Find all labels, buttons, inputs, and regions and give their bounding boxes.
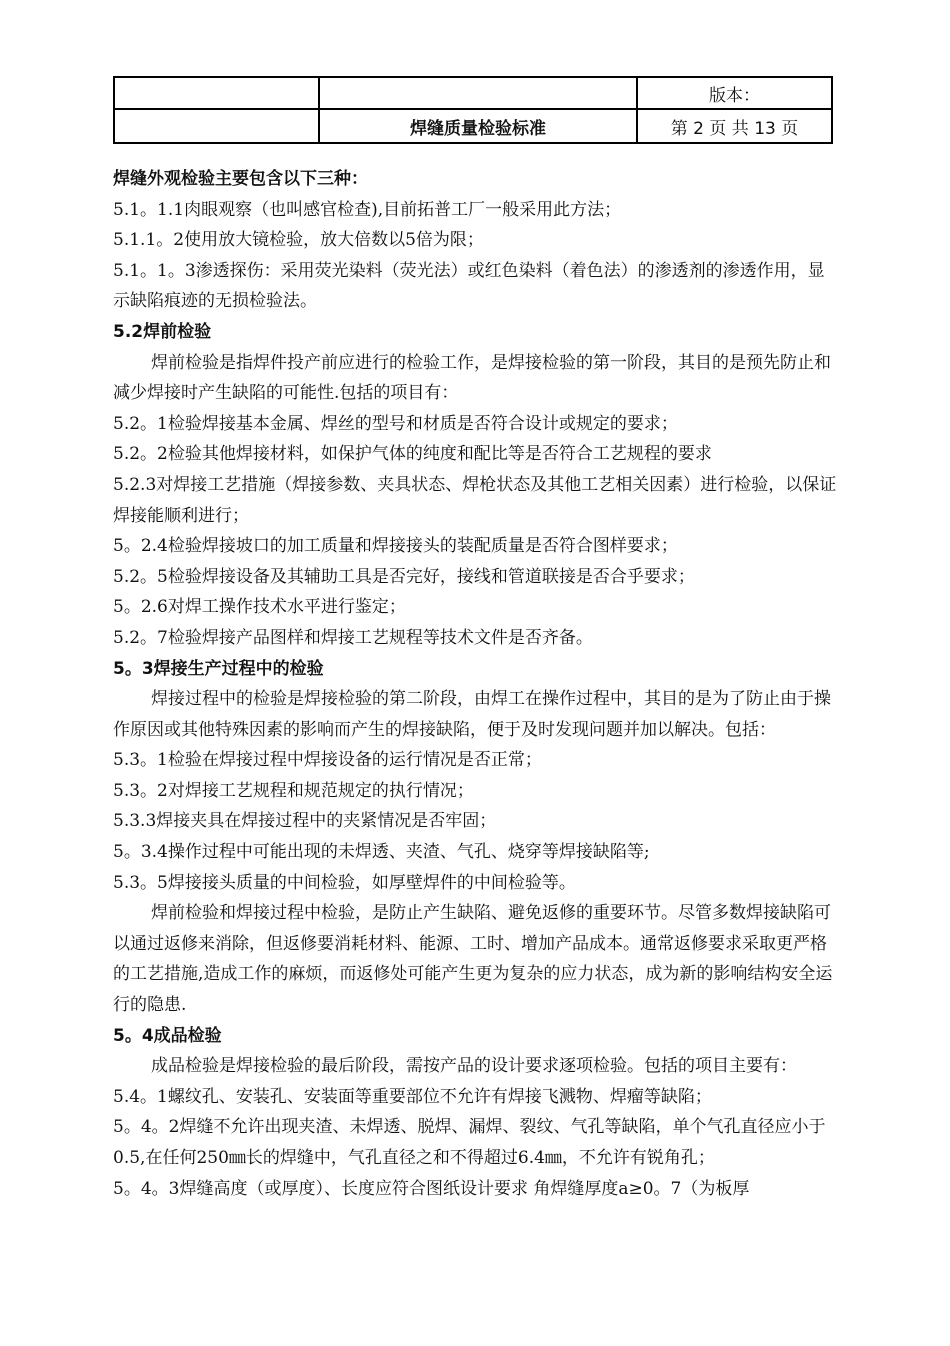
list-item: 5.3.3焊接夹具在焊接过程中的夹紧情况是否牢固； (113, 811, 497, 832)
section-heading: 5。3焊接生产过程中的检验 (113, 658, 324, 679)
section-heading: 5。4成品检验 (113, 1025, 222, 1046)
header-blank-cell (114, 109, 319, 143)
document-title: 焊缝质量检验标准 (319, 109, 637, 143)
paragraph: 成品检验是焊接检验的最后阶段，需按产品的设计要求逐项检验。包括的项目主要有： (151, 1056, 797, 1077)
section-heading: 5.2焊前检验 (113, 321, 212, 342)
header-blank-cell (114, 77, 319, 109)
list-item: 5.1。1.1肉眼观察（也叫感官检查),目前拓普工厂一般采用此方法； (113, 199, 622, 220)
list-item: 5.2。2检验其他焊接材料，如保护气体的纯度和配比等是否符合工艺规程的要求 (113, 444, 712, 465)
page-info: 第 2 页 共 13 页 (637, 109, 832, 143)
list-item: 5.2.3对焊接工艺措施（焊接参数、夹具状态、焊枪状态及其他工艺相关因素）进行检验，以保证焊接能顺利进行； (113, 474, 837, 526)
document-body (113, 164, 841, 1204)
paragraph: 焊接过程中的检验是焊接检验的第二阶段，由焊工在操作过程中，其目的是为了防止由于操作原因或其他特殊因素的影响而产生的焊接缺陷，便于及时发现问题并加以解决。包括： (113, 689, 831, 740)
list-item: 5。2.4检验焊接坡口的加工质量和焊接接头的装配质量是否符合图样要求； (113, 536, 678, 557)
paragraph: 焊前检验和焊接过程中检验，是防止产生缺陷、避免返修的重要环节。尽管多数焊接缺陷可以通过返修来消除，但返修要消耗材料、能源、工时、增加产品成本。通常返修要求采取更严格的工艺措施,造成工作的麻烦，而返修处可能产生更为复杂的应力状态，成为新的影响结构安全运行的隐患. (113, 903, 833, 1016)
list-item: 5。3.4操作过程中可能出现的未焊透、夹渣、气孔、烧穿等焊接缺陷等; (113, 842, 650, 863)
list-item: 5.3。1检验在焊接过程中焊接设备的运行情况是否正常； (113, 750, 542, 771)
list-item: 5。4。3焊缝高度（或厚度）、长度应符合图纸设计要求 角焊缝厚度a≥0。7（为板厚 (113, 1178, 750, 1199)
header-blank-cell (319, 77, 637, 109)
list-item: 5.2。1检验焊接基本金属、焊丝的型号和材质是否符合设计或规定的要求； (113, 413, 678, 434)
paragraph: 焊前检验是指焊件投产前应进行的检验工作，是焊接检验的第一阶段，其目的是预先防止和减少焊接时产生缺陷的可能性.包括的项目有： (113, 352, 831, 404)
list-item: 5.2。7检验焊接产品图样和焊接工艺规程等技术文件是否齐备。 (113, 627, 593, 648)
document-header-table (113, 76, 833, 144)
list-item: 5。2.6对焊工操作技术水平进行鉴定； (113, 597, 406, 618)
list-item: 5.1.1。2使用放大镜检验，放大倍数以5倍为限； (113, 230, 484, 251)
version-label: 版本： (637, 77, 832, 109)
list-item: 5.3。5焊接接头质量的中间检验，如厚壁焊件的中间检验等。 (113, 872, 576, 893)
list-item: 5。4。2焊缝不允许出现夹渣、未焊透、脱焊、漏焊、裂纹、气孔等缺陷，单个气孔直径应小于0.5,在任何250㎜长的焊缝中，气孔直径之和不得超过6.4㎜，不允许有锐角孔； (113, 1117, 826, 1168)
section-heading: 焊缝外观检验主要包含以下三种： (113, 169, 368, 189)
list-item: 5.4。1螺纹孔、安装孔、安装面等重要部位不允许有焊接飞溅物、焊瘤等缺陷； (113, 1086, 712, 1107)
list-item: 5.2。5检验焊接设备及其辅助工具是否完好，接线和管道联接是否合乎要求； (113, 566, 695, 587)
list-item: 5.3。2对焊接工艺规程和规范规定的执行情况； (113, 780, 474, 801)
list-item: 5.1。1。3渗透探伤：采用荧光染料（荧光法）或红色染料（着色法）的渗透剂的渗透作用，显示缺陷痕迹的无损检验法。 (113, 260, 825, 312)
